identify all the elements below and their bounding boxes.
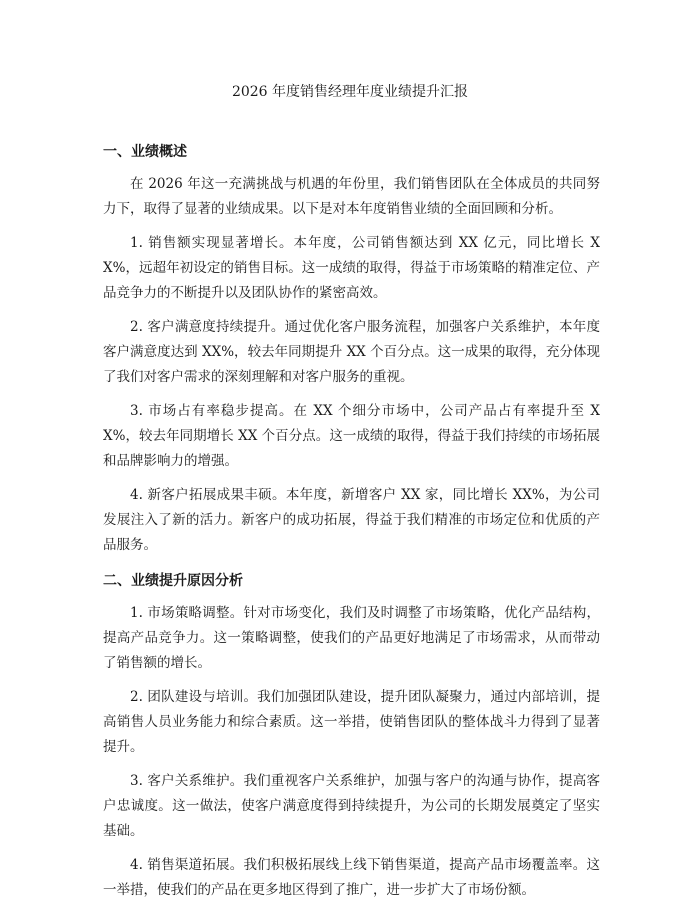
- document-body: [103, 142, 600, 912]
- paragraph: 2. 团队建设与培训。我们加强团队建设，提升团队凝聚力，通过内部培训，提高销售人员业务能力和综合素质。这一举措，使销售团队的整体战斗力得到了显著提升。: [103, 689, 600, 755]
- paragraph: 4. 销售渠道拓展。我们积极拓展线上线下销售渠道，提高产品市场覆盖率。这一举措，使我们的产品在更多地区得到了推广，进一步扩大了市场份额。: [103, 857, 600, 898]
- paragraph: 2. 客户满意度持续提升。通过优化客户服务流程，加强客户关系维护，本年度客户满意度达到 XX%，较去年同期提升 XX 个百分点。这一成果的取得，充分体现了我们对客户需求的深刻理解和对客户服务的重视。: [103, 319, 600, 385]
- section-performance-overview: [103, 142, 600, 558]
- paragraph: 4. 新客户拓展成果丰硕。本年度，新增客户 XX 家，同比增长 XX%，为公司发展注入了新的活力。新客户的成功拓展，得益于我们精准的市场定位和优质的产品服务。: [103, 487, 600, 553]
- paragraph: 在 2026 年这一充满挑战与机遇的年份里，我们销售团队在全体成员的共同努力下，取得了显著的业绩成果。以下是对本年度销售业绩的全面回顾和分析。: [103, 176, 600, 217]
- section-growth-reasons: [103, 571, 600, 903]
- paragraph: 3. 市场占有率稳步提高。在 XX 个细分市场中，公司产品占有率提升至 XX%，较去年同期增长 XX 个百分点。这一成绩的取得，得益于我们持续的市场拓展和品牌影响力的增强。: [103, 403, 600, 469]
- section-heading: 二、业绩提升原因分析: [103, 573, 243, 589]
- document-title: 2026 年度销售经理年度业绩提升汇报: [231, 84, 469, 100]
- paragraph: 1. 销售额实现显著增长。本年度，公司销售额达到 XX 亿元，同比增长 XX%，远超年初设定的销售目标。这一成绩的取得，得益于市场策略的精准定位、产品竞争力的不断提升以及团队协作的紧密高效。: [103, 235, 600, 301]
- paragraph: 1. 市场策略调整。针对市场变化，我们及时调整了市场策略，优化产品结构，提高产品竞争力。这一策略调整，使我们的产品更好地满足了市场需求，从而带动了销售额的增长。: [103, 605, 600, 671]
- section-heading: 一、业绩概述: [103, 144, 187, 160]
- paragraph: 3. 客户关系维护。我们重视客户关系维护，加强与客户的沟通与协作，提高客户忠诚度。这一做法，使客户满意度得到持续提升，为公司的长期发展奠定了坚实基础。: [103, 773, 600, 839]
